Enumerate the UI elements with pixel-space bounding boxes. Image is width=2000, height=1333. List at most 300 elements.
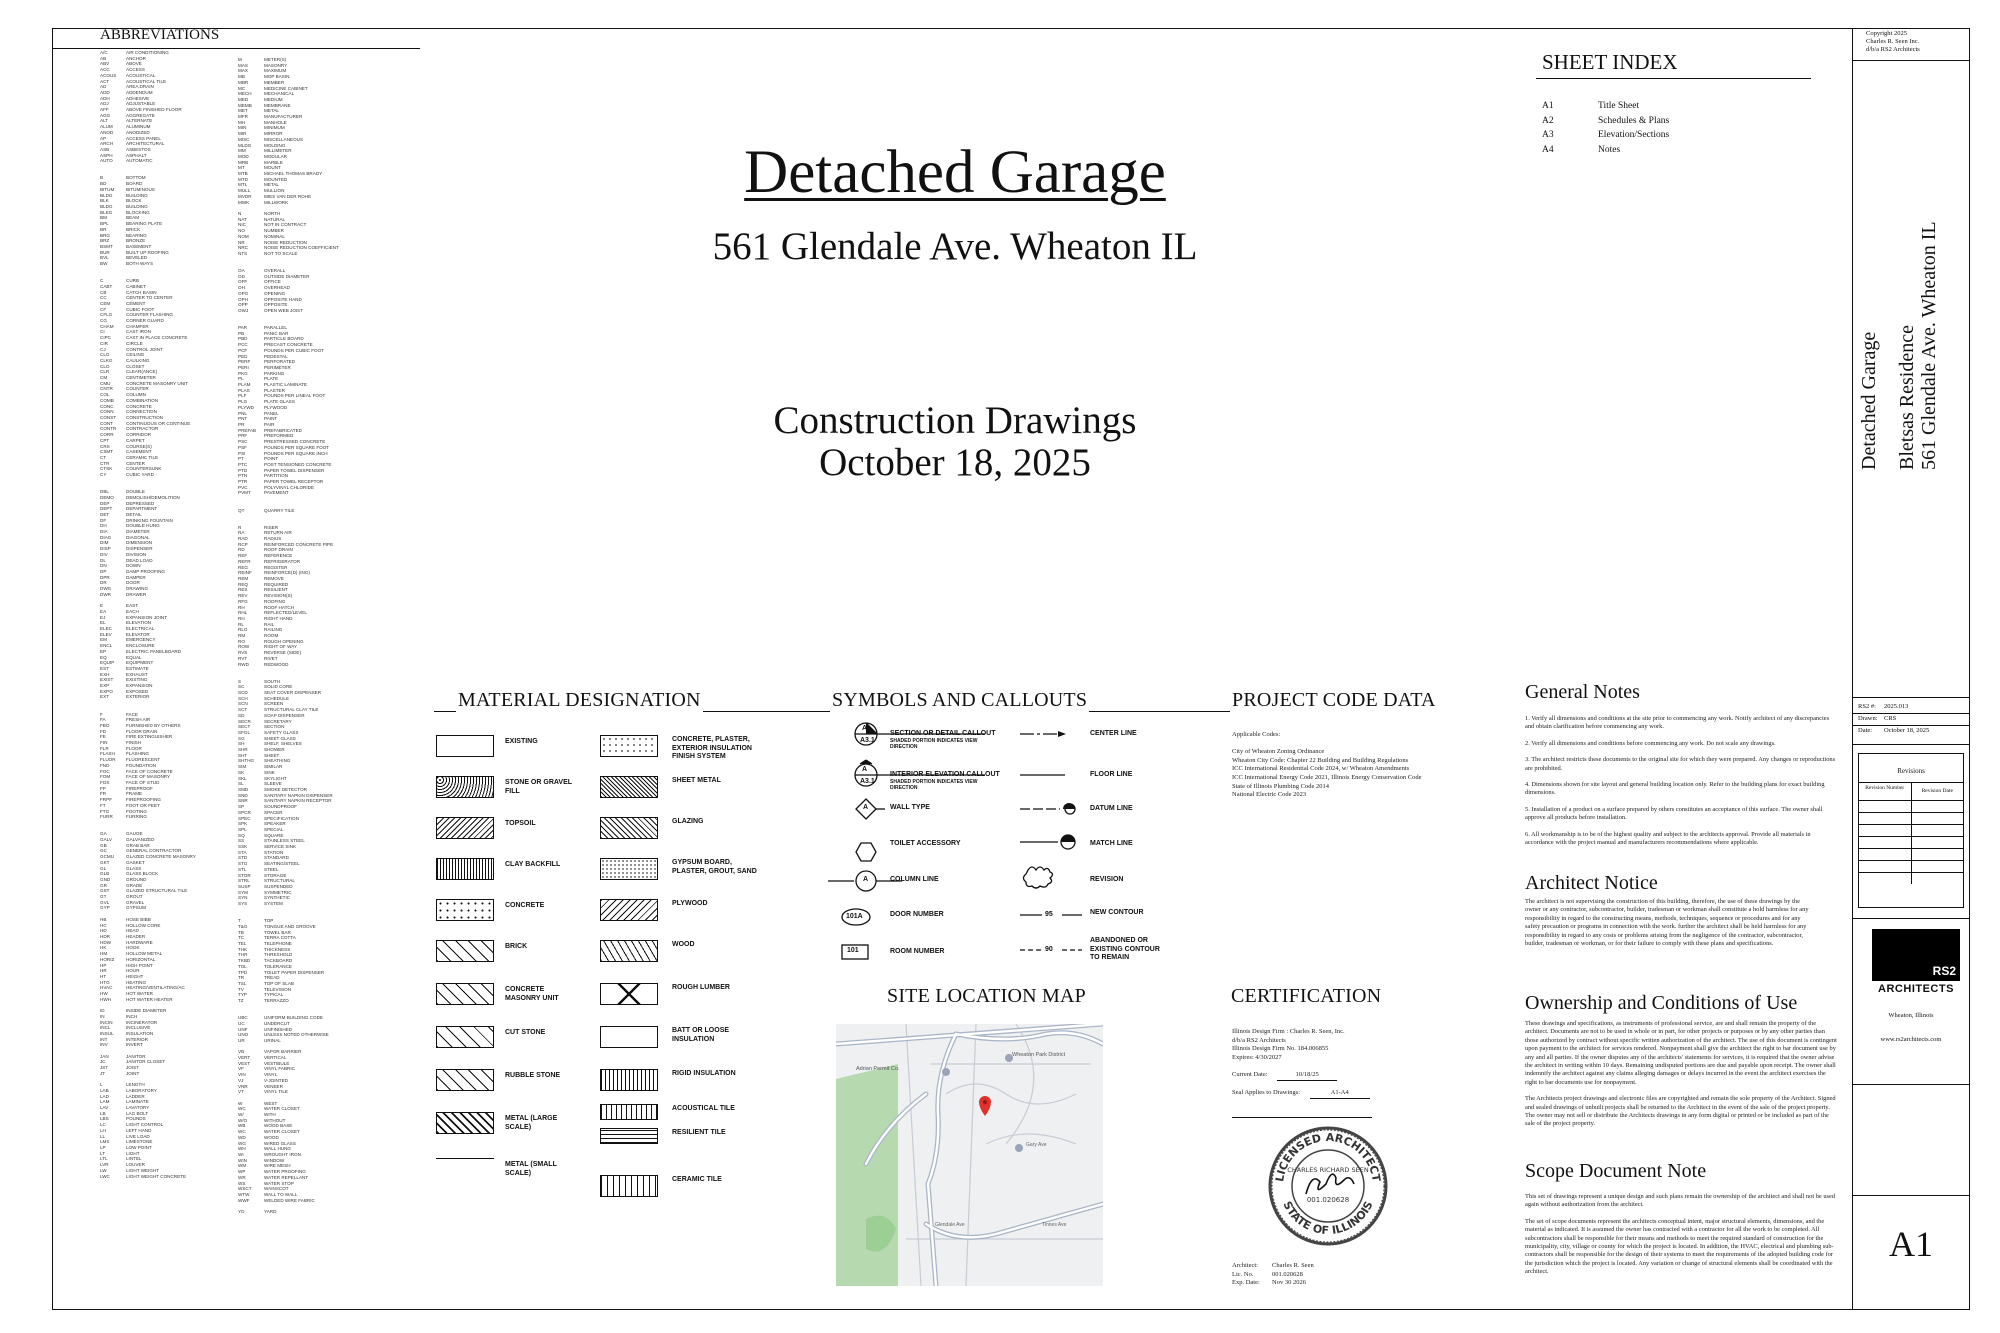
titleblock-info-row	[1858, 727, 1964, 734]
abbreviation-meaning: BEVELED	[126, 255, 148, 261]
symbol-label: ROOM NUMBER	[890, 948, 945, 955]
material-label: CONCRETE	[505, 902, 545, 909]
abbreviation-meaning: EXPANSION	[126, 683, 153, 689]
abbreviation-code: FBO	[100, 722, 110, 728]
abbreviation-code: WH	[238, 1146, 246, 1152]
abbreviation-meaning: SKYLIGHT	[264, 775, 287, 781]
symbol-label: COLUMN LINE	[890, 876, 939, 883]
abbreviation-meaning: HEADER	[126, 933, 146, 939]
abbreviation-code: CLKG	[100, 357, 113, 363]
abbreviation-code: WD	[238, 1134, 246, 1140]
abbreviation-meaning: WATER PROOFING	[264, 1169, 306, 1175]
abbreviation-code: HP	[100, 962, 107, 968]
abbreviation-meaning: MILLIMETER	[264, 148, 292, 154]
general-notes-title: General Notes	[1525, 681, 1640, 703]
abbreviation-meaning: NOISE REDUCTION COEFFICIENT	[264, 245, 339, 251]
material-label: ROUGH LUMBER	[672, 984, 730, 991]
abbreviation-meaning: CARPET	[126, 437, 145, 443]
abbreviation-meaning: ACOUSTICAL	[126, 72, 156, 78]
abbreviation-meaning: GRAB BAR	[126, 842, 150, 848]
abbreviation-code: CB	[100, 289, 107, 295]
abbreviation-code: THK	[238, 946, 248, 952]
abbreviation-code: OPP	[238, 302, 248, 308]
abbreviation-code: SYN	[238, 895, 248, 901]
abbreviation-code: MEMB	[238, 102, 252, 108]
abbreviation-meaning: SANITARY NAPKIN DISPENSER	[264, 792, 333, 798]
cert-separator	[1232, 1117, 1372, 1118]
abbreviation-code: AP	[100, 135, 107, 141]
abbreviation-meaning: PAINT	[264, 416, 278, 422]
copyright-line: d/b/a RS2 Architects	[1866, 46, 1920, 53]
abbreviation-meaning: OPENING	[264, 290, 286, 296]
abbreviation-code: LTL	[100, 1156, 108, 1162]
abbreviation-meaning: CONCRETE MASONRY UNIT	[126, 380, 189, 386]
general-notes	[1525, 715, 1837, 855]
abbreviation-code: ADH	[100, 95, 110, 101]
abbreviation-meaning: DEAD LOAD	[126, 557, 153, 563]
abbreviation-meaning: INSIDE DIAMETER	[126, 1008, 167, 1014]
abbreviation-meaning: SPACER	[264, 809, 283, 815]
abbreviation-code: FD	[100, 728, 107, 734]
abbreviation-meaning: TOWEL BAR	[264, 929, 291, 935]
abbreviation-meaning: POLYVINYL CHLORIDE	[264, 484, 315, 490]
abbreviation-code: BD	[100, 181, 107, 187]
architect-row-label: Architect:	[1232, 1262, 1258, 1269]
abbreviation-code: CMU	[100, 380, 111, 386]
material-swatch	[436, 1112, 494, 1134]
abbreviation-code: GB	[100, 842, 107, 848]
abbreviation-code: SND	[238, 792, 248, 798]
svg-text:LICENSED ARCHITECT: LICENSED ARCHITECT	[1273, 1130, 1383, 1183]
revision-date-cell	[1912, 873, 1964, 884]
abbreviation-code: ACC	[100, 67, 110, 73]
symbol-label: NEW CONTOUR	[1090, 909, 1144, 916]
abbreviation-code: INT	[100, 1036, 108, 1042]
abbreviations-rule	[52, 48, 420, 49]
symbol-tag: A	[863, 804, 869, 811]
abbreviation-code: REV	[238, 593, 248, 599]
material-label: CONCRETE MASONRY UNIT	[505, 986, 559, 1002]
abbreviation-code: TV	[238, 986, 244, 992]
abbreviation-meaning: BLOCK	[126, 198, 142, 204]
abbreviation-meaning: PLYWOOD	[264, 404, 288, 410]
abbreviation-code: TYP	[238, 992, 247, 998]
abbreviation-meaning: BEAM	[126, 215, 140, 221]
abbreviation-code: SC	[238, 684, 245, 690]
abbreviation-code: HORIZ	[100, 956, 115, 962]
architect-info	[1232, 1262, 1314, 1288]
abbreviation-code: LAM	[100, 1099, 110, 1105]
abbreviation-meaning: COLUMN	[126, 392, 146, 398]
material-label: CLAY BACKFILL	[505, 861, 561, 868]
abbreviation-code: GALV	[100, 837, 112, 843]
abbreviation-meaning: ELEVATION	[126, 620, 152, 626]
abbreviation-code: CPT	[100, 437, 110, 443]
code-line: National Electric Code 2023	[1232, 791, 1307, 799]
material-swatch	[436, 1158, 494, 1159]
abbreviation-code: VERT	[238, 1055, 251, 1061]
abbreviation-code: TR	[238, 975, 245, 981]
sheet-index-rule	[1536, 78, 1811, 79]
abbreviation-code: WS	[238, 1180, 246, 1186]
abbreviation-meaning: THICKNESS	[264, 946, 291, 952]
abbreviation-meaning: REQUIRED	[264, 581, 289, 587]
abbreviation-meaning: FACE OF STUD	[126, 780, 160, 785]
abbreviation-code: HDW	[100, 939, 111, 945]
revision-number-cell	[1859, 873, 1912, 884]
abbreviation-code: GT	[100, 894, 107, 900]
abbreviation-code: CRS	[100, 443, 110, 449]
abbreviation-code: ACT	[100, 78, 110, 84]
abbreviation-code: CC	[100, 295, 107, 301]
abbreviation-meaning: SPEAKER	[264, 821, 286, 827]
project-code-title: PROJECT CODE DATA	[1232, 689, 1436, 711]
abbreviation-meaning: MEDICINE CABINET	[264, 85, 308, 91]
abbreviation-code: SH	[238, 741, 245, 747]
abbreviation-meaning: FACE	[126, 711, 138, 717]
material-label: STONE OR GRAVEL FILL	[505, 779, 572, 795]
abbreviation-meaning: PRECAST CONCRETE	[264, 342, 313, 348]
abbreviation-code: LB	[100, 1110, 106, 1116]
abbreviation-meaning: HEAD	[126, 928, 139, 934]
abbreviation-meaning: DRAWING	[126, 586, 149, 592]
abbreviation-code: PTN	[238, 473, 248, 479]
firm-website: www.rs2architects.com	[1880, 1036, 1942, 1043]
abbreviation-code: ACOUS	[100, 72, 117, 78]
abbreviation-code: EP	[100, 648, 107, 654]
abbreviation-code: BW	[100, 261, 108, 267]
abbreviation-code: RWD	[238, 661, 249, 667]
abbreviation-meaning: GYPSUM	[126, 905, 146, 911]
abbreviation-code: W	[238, 1100, 243, 1106]
abbreviation-meaning: POUNDS PER SQUARE FOOT	[264, 444, 330, 450]
abbreviation-code: PRF	[238, 433, 248, 439]
symbol-sublabel: SHADED PORTION INDICATES VIEW DIRECTION	[890, 779, 978, 791]
abbreviation-meaning: WEST	[264, 1100, 278, 1106]
abbreviation-meaning: OPPOSITE	[264, 302, 288, 308]
abbreviation-meaning: STAINLESS STEEL	[264, 838, 305, 844]
abbreviation-code: CLG	[100, 352, 110, 358]
abbreviation-code: DPR	[100, 574, 110, 580]
symbol-tag: 101	[847, 947, 859, 954]
abbreviation-code: ADJ	[100, 101, 109, 107]
abbreviation-meaning: BRICK	[126, 226, 141, 232]
abbreviation-meaning: ASBESTOS	[126, 146, 151, 152]
abbreviation-meaning: WALL HUNG	[264, 1146, 291, 1152]
symbol-label: CENTER LINE	[1090, 730, 1137, 737]
abbreviation-code: OH	[238, 285, 245, 291]
abbreviation-code: ELEC	[100, 626, 113, 632]
abbreviation-meaning: WOOD	[264, 1134, 279, 1140]
material-swatch	[600, 1175, 658, 1197]
abbreviation-meaning: COUNTER FLASHING	[126, 312, 173, 318]
abbreviation-meaning: TOLERANCE	[264, 963, 292, 969]
abbreviation-code: M	[238, 57, 242, 62]
abbreviation-code: MIR	[238, 131, 247, 137]
abbreviation-meaning: ELECTRICAL	[126, 626, 155, 632]
logo-mark: RS2	[1932, 964, 1956, 978]
sheet-index-list	[1542, 99, 1669, 157]
tb-line-3	[1852, 744, 1970, 745]
abbreviation-code: RA	[238, 530, 245, 536]
certification-firm	[1232, 1028, 1345, 1062]
abbreviation-code: WP	[238, 1169, 246, 1175]
abbreviation-code: SUSP	[238, 883, 251, 889]
material-swatch	[600, 858, 658, 880]
abbreviation-code: AFF	[100, 107, 109, 113]
abbreviation-code: PCC	[238, 342, 248, 348]
abbreviation-code: CG	[100, 318, 107, 324]
abbreviation-code: CIR	[100, 340, 108, 346]
abbreviation-meaning: NUMBER	[264, 228, 284, 234]
abbreviation-code: ALUM	[100, 124, 113, 130]
abbreviation-code: R	[238, 524, 242, 530]
abbreviation-code: MRB	[238, 159, 249, 165]
abbreviation-code: HK	[100, 945, 107, 951]
abbreviation-meaning: BRONZE	[126, 238, 146, 244]
abbreviation-meaning: BASEMENT	[126, 243, 152, 249]
general-note: 2. Verify all dimensions and conditions before commencing any work. Do not scale any drawings.	[1525, 739, 1776, 747]
copyright	[1866, 30, 1920, 54]
abbreviation-code: CONTR	[100, 426, 117, 432]
abbreviation-meaning: CONTINUOUS OR CONTINUE	[126, 420, 191, 426]
abbreviation-code: FRPF	[100, 797, 112, 803]
abbreviation-code: SCH	[238, 695, 248, 701]
abbreviation-meaning: TONGUE AND GROOVE	[264, 923, 316, 929]
abbreviation-code: GA	[100, 831, 107, 837]
material-label: TOPSOIL	[505, 820, 536, 827]
general-note: 4. Dimensions shown for site layout and general building location only. Refer to the building plans for exact building dimensions.	[1525, 781, 1825, 797]
abbreviation-meaning: HIGH POINT	[126, 962, 153, 968]
material-swatch	[436, 776, 494, 798]
abbreviation-code: GKT	[100, 859, 110, 865]
abbreviation-meaning: MANHOLE	[264, 119, 287, 125]
symbol-label: INTERIOR ELEVATION CALLOUT	[890, 771, 1000, 778]
abbreviation-meaning: PRESTRESSED CONCRETE	[264, 439, 326, 445]
abbreviation-meaning: VAPOR BARRIER	[264, 1049, 302, 1055]
material-label: EXISTING	[505, 738, 538, 745]
material-swatch	[600, 776, 658, 798]
abbreviation-code: E	[100, 603, 104, 609]
abbreviation-code: SECR	[238, 718, 251, 724]
abbreviation-meaning: REFLECTED/LEVEL	[264, 610, 307, 616]
abbreviation-code: UR	[238, 1037, 245, 1043]
abbreviation-meaning: PREFORMED	[264, 433, 294, 439]
material-swatch	[600, 940, 658, 962]
abbreviation-meaning: SMOKE DETECTOR	[264, 787, 308, 792]
abbreviation-meaning: TACKBOARD	[264, 958, 293, 964]
abbreviation-meaning: UNDERCUT	[264, 1020, 290, 1026]
abbreviation-meaning: SPECIFICATION	[264, 815, 299, 821]
abbreviation-code: BLDG	[100, 203, 113, 209]
abbreviation-meaning: HOLLOW CORE	[126, 922, 161, 928]
abbreviation-meaning: REFERENCE	[264, 553, 293, 559]
abbreviation-code: TB	[238, 929, 244, 935]
ownership-paragraph: These drawings and specifications, as instruments of professional service, are and shall remain the property of the architect. Documents are not to be used in whole or in part, for other projects or purposes or by any other parties than those authorized by contract without specific written authorization of the architect. The use of this document is contingent upon payment to the architect for services rendered. Nonpayment shall give the architect the right to bar document use by any and all parties. If the owner disputes any of the architects' statements for services, it is required that the owner advise the architect in writing within 10 days. Remaining undisputed portions are due and payable upon receipt. The owner shall indemnify the architect against any claims alleging damages or delays incurred in the event the architect exercises the right to bar documents use for nonpayment.	[1525, 1020, 1837, 1086]
revision-row	[1859, 824, 1963, 836]
abbreviation-meaning: CURB	[126, 278, 140, 284]
abbreviation-code: QT	[238, 507, 245, 513]
abbreviation-meaning: SHELF, SHELVES	[264, 741, 302, 747]
abbreviation-code: WTW	[238, 1191, 250, 1197]
abbreviation-meaning: V-JOINTED	[264, 1077, 288, 1083]
project-code-lines	[1232, 731, 1422, 800]
abbreviation-code: RVT	[238, 655, 248, 661]
abbreviation-meaning: WIRE MESH	[264, 1163, 291, 1169]
abbreviation-code: FOM	[100, 774, 111, 780]
abbreviation-code: HVAC	[100, 985, 113, 991]
abbreviation-meaning: NOT IN CONTRACT	[264, 222, 307, 228]
abbreviation-code: NIC	[238, 222, 246, 228]
abbreviation-code: UNO	[238, 1032, 249, 1038]
abbreviation-meaning: GRAVEL	[126, 899, 145, 905]
symbol-label: MATCH LINE	[1090, 840, 1133, 847]
architect-notice-text: The architect is not supervising the construction of this building, therefore, the use of these drawings by the owner or any contractor, subcontractor, builder, tradesman or workman shall constitute a hold harmless for any responsibility in regard to the constructing means, methods, techniques, sequence or procedures and for any safety precaution or programs in connection with the work. further the architect shall be held harmless for any responsibility in regard to any costs or problems arising from the negligence of the contractor, subcontractor, builder, tradesman or workman, or for their failure to comply with these plans and specifications.	[1525, 898, 1809, 948]
abbreviation-meaning: DEMOLISH/DEMOLITION	[126, 494, 180, 500]
material-swatch	[436, 735, 494, 757]
abbreviation-meaning: STATION	[264, 849, 284, 855]
abbreviation-meaning: MEMBRANE	[264, 102, 291, 108]
abbreviation-meaning: SOUNDPROOF	[264, 804, 297, 810]
architect-row-label: Exp. Date:	[1232, 1279, 1260, 1287]
abbreviation-meaning: OVERALL	[264, 268, 286, 274]
abbreviation-code: W/O	[238, 1117, 248, 1123]
scope-text	[1525, 1193, 1837, 1285]
abbreviation-code: AGG	[100, 112, 111, 118]
revision-rows	[1859, 800, 1963, 884]
seal-applies-label: Seal Applies to Drawings:	[1232, 1089, 1301, 1096]
abbreviation-code: GL	[100, 865, 107, 871]
architect-row-value: Charles R. Seen	[1272, 1262, 1314, 1269]
abbreviation-code: OD	[238, 273, 245, 279]
abbreviation-code: DET	[100, 511, 110, 517]
symbol-tag: A	[863, 876, 869, 883]
material-swatch	[600, 1128, 658, 1144]
abbreviation-code: BLDG	[100, 192, 113, 198]
abbreviation-meaning: EQUIPMENT	[126, 660, 154, 666]
abbreviation-code: CI	[100, 329, 105, 335]
drawings-heading	[620, 400, 1290, 484]
abbreviation-code: WIN	[238, 1157, 247, 1163]
abbreviation-code: DWR	[100, 591, 111, 597]
abbreviation-meaning: QUARRY TILE	[264, 507, 295, 513]
abbreviation-code: STD	[238, 855, 248, 861]
abbreviation-meaning: SEAT COVER DISPENSER	[264, 690, 322, 696]
abbreviation-meaning: VESTIBULE	[264, 1060, 290, 1066]
abbreviation-code: WWF	[238, 1197, 250, 1203]
abbreviation-meaning: OPEN WEB JOIST	[264, 307, 304, 313]
ownership-title: Ownership and Conditions of Use	[1525, 992, 1798, 1014]
abbreviation-meaning: DEPRESSED	[126, 500, 155, 506]
vertical-project-info	[1856, 221, 1968, 470]
abbreviation-meaning: CENTER TO CENTER	[126, 295, 173, 301]
abbreviation-code: ALT	[100, 118, 109, 124]
abbreviation-code: WB	[238, 1123, 246, 1129]
abbreviation-code: HT	[100, 973, 107, 979]
abbreviation-code: FA	[100, 717, 106, 723]
scope-title: Scope Document Note	[1525, 1160, 1707, 1182]
abbreviation-code: SD	[238, 712, 245, 718]
symbol-label: WALL TYPE	[890, 804, 930, 811]
abbreviation-meaning: RAILING	[264, 627, 283, 633]
abbreviation-code: MOD	[238, 153, 249, 159]
abbreviation-meaning: TELEVISION	[264, 986, 292, 992]
abbreviation-meaning: FIREPROOFING	[126, 797, 161, 803]
material-label: RIGID INSULATION	[672, 1070, 736, 1077]
symbol-label: DATUM LINE	[1090, 805, 1133, 812]
abbreviation-meaning: MASONRY	[264, 62, 288, 68]
abbreviation-code: SG	[238, 735, 245, 741]
abbreviation-code: HR	[100, 968, 107, 974]
abbreviation-code: WC	[238, 1129, 246, 1135]
architect-row-value: 001.020628	[1272, 1270, 1303, 1278]
seal-applies-row	[1232, 1089, 1370, 1099]
abbreviation-meaning: ACCESS PANEL	[126, 135, 161, 141]
abbreviation-meaning: SLEEVE	[264, 781, 282, 787]
vertical-project: Detached Garage	[1858, 331, 1880, 470]
abbreviation-code: TOL	[238, 963, 247, 969]
abbreviation-code: EXH	[100, 671, 110, 677]
symbol-label: DOOR NUMBER	[890, 911, 944, 918]
abbreviation-meaning: LOW POINT	[126, 1145, 152, 1150]
abbreviation-code: PERF	[238, 359, 251, 365]
abbreviation-meaning: TREAD	[264, 975, 280, 981]
abbreviation-meaning: PARTITION	[264, 473, 289, 479]
abbreviation-meaning: AIR CONDITIONING	[126, 50, 169, 55]
abbreviation-code: C	[100, 278, 104, 284]
abbreviation-meaning: TOP	[264, 918, 274, 924]
symbol-sublabel: SHADED PORTION INDICATES VIEW DIRECTION	[890, 738, 978, 750]
abbreviation-meaning: SANITARY NAPKIN RECEPTOR	[264, 798, 332, 804]
symbol-label: ABANDONED OR EXISTING CONTOUR TO REMAIN	[1090, 937, 1160, 961]
abbreviation-code: RAD	[238, 536, 248, 542]
symbol-tag: A3.1	[860, 778, 875, 785]
symbol-tag: 90	[1045, 946, 1053, 953]
code-line: Applicable Codes:	[1232, 731, 1281, 738]
revision-row	[1859, 848, 1963, 860]
abbreviation-code: ELEV	[100, 631, 112, 637]
sheet-index-name: Title Sheet	[1598, 101, 1640, 111]
abbreviation-code: CONC	[100, 403, 114, 409]
abbreviation-code: HC	[100, 922, 107, 928]
abbreviation-meaning: REFRIGERATOR	[264, 558, 301, 564]
abbreviation-meaning: ROOFING	[264, 598, 286, 604]
tb-line-5	[1852, 1084, 1970, 1085]
abbreviation-code: LBS	[100, 1116, 109, 1122]
revision-number-cell	[1859, 849, 1912, 860]
abbreviation-meaning: REDWOOD	[264, 661, 289, 667]
abbreviation-code: LC	[100, 1122, 106, 1128]
abbreviation-code: PAR	[238, 325, 248, 331]
drawings-label: Construction Drawings	[773, 399, 1137, 442]
abbreviation-meaning: FLASHING	[126, 751, 149, 757]
abbreviation-meaning: WOOD BASE	[264, 1123, 293, 1129]
abbreviation-meaning: WAINSCOT	[264, 1186, 289, 1192]
abbreviation-code: DEP	[100, 500, 110, 506]
abbreviation-code: RHL	[238, 610, 248, 616]
material-label: ACOUSTICAL TILE	[672, 1105, 735, 1112]
sheet-index-number: A3	[1542, 130, 1554, 140]
abbreviation-code: NRC	[238, 245, 248, 251]
sheet-index-name: Schedules & Plans	[1598, 115, 1670, 126]
abbreviation-code: UC	[238, 1020, 245, 1026]
abbreviation-meaning: ANCHOR	[126, 55, 146, 61]
abbreviation-code: TPD	[238, 969, 248, 975]
abbreviation-code: CLO	[100, 363, 110, 369]
abbreviation-code: BLK	[100, 198, 109, 204]
abbreviation-meaning: DAMP PROOFING	[126, 568, 165, 574]
abbreviation-code: AB	[100, 55, 107, 61]
